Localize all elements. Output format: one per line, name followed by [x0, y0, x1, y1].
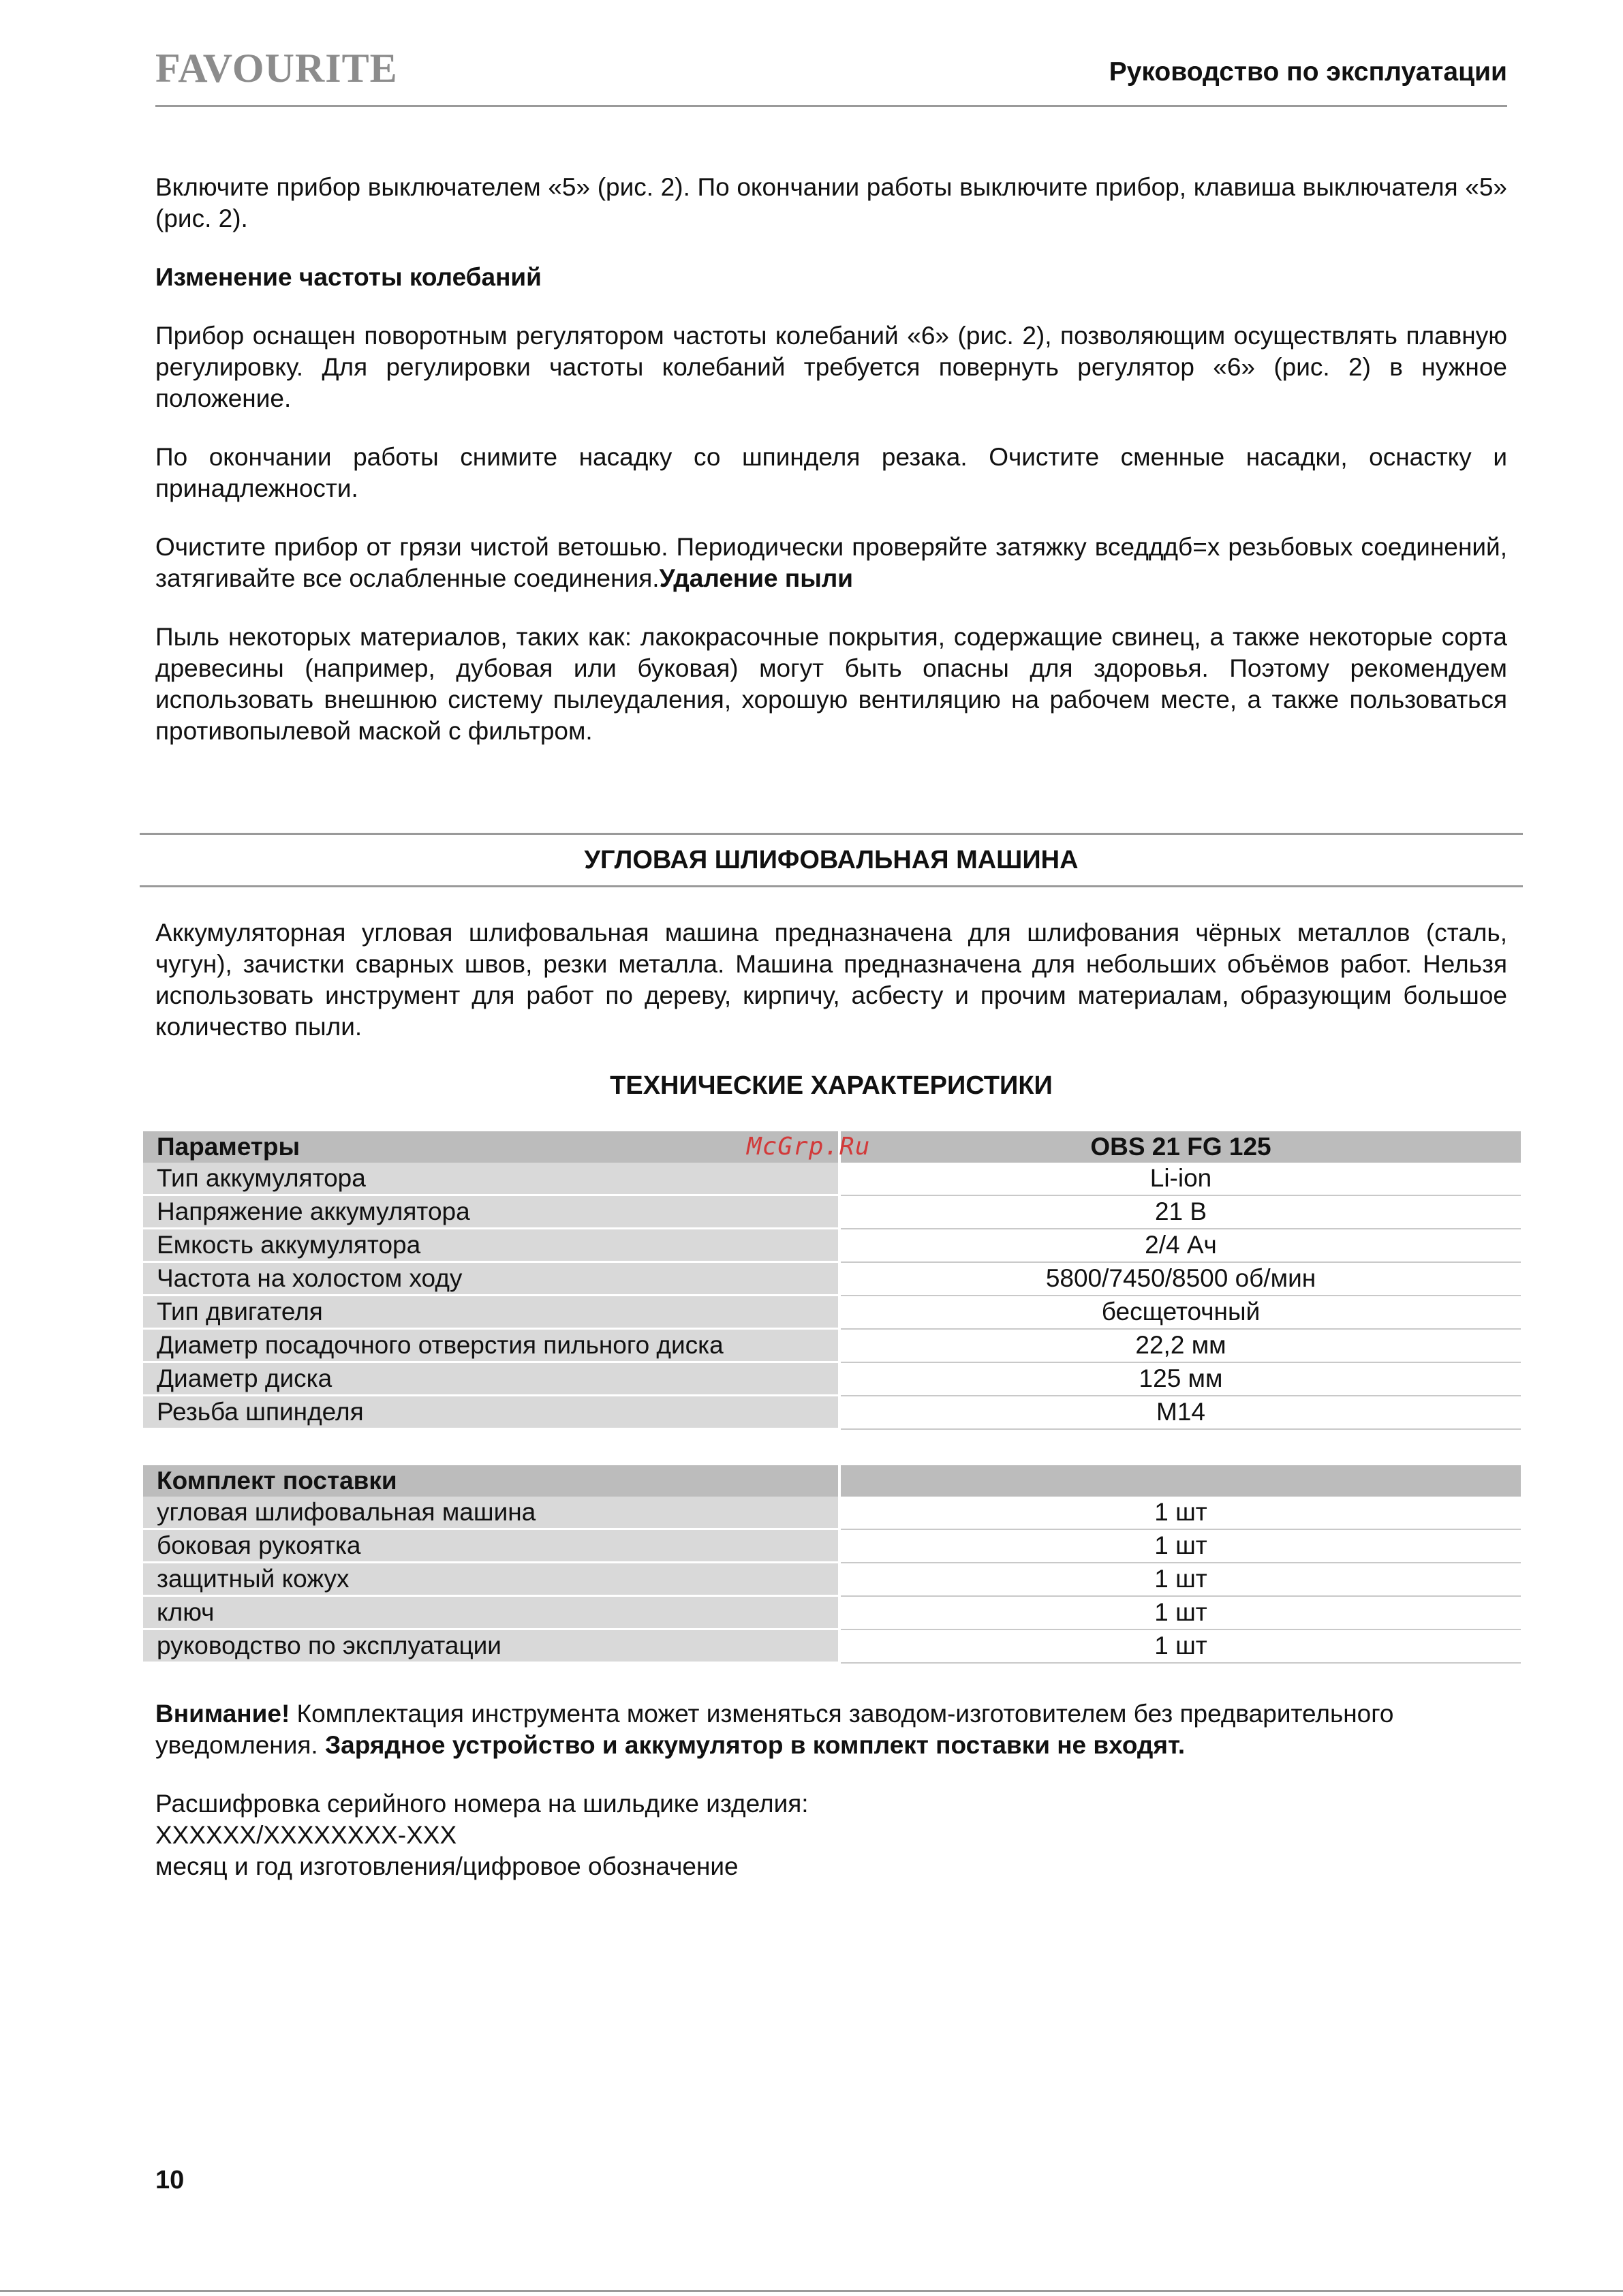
kit-header-empty	[839, 1465, 1521, 1497]
paragraph-cleaning	[155, 532, 1507, 594]
spec-param: Резьба шпинделя	[143, 1396, 839, 1429]
heading-dust: Удаление пыли	[659, 564, 854, 592]
table-row	[143, 1262, 1521, 1296]
spec-param: Напряжение аккумулятора	[143, 1195, 839, 1229]
kit-qty: 1 шт	[839, 1563, 1521, 1596]
kit-item: защитный кожух	[143, 1563, 839, 1596]
spec-param: Диаметр посадочного отверстия пильного диска	[143, 1329, 839, 1362]
bottom-divider	[0, 2290, 1623, 2292]
spec-value: М14	[839, 1396, 1521, 1429]
kit-qty: 1 шт	[839, 1596, 1521, 1629]
kit-item: руководство по эксплуатации	[143, 1629, 839, 1663]
notice-section	[155, 1698, 1507, 1882]
paragraph-finish: По окончании работы снимите насадку со шпинделя резака. Очистите сменные насадки, оснастку и принадлежности.	[155, 443, 1507, 502]
table-row	[143, 1529, 1521, 1563]
paragraph-frequency: Прибор оснащен поворотным регулятором частоты колебаний «6» (рис. 2), позволяющим осуществлять плавную регулировку. Для регулировки частоты колебаний требуется повернуть регулятор «6» (рис. 2) в нужное положение.	[155, 322, 1507, 412]
attention-text: Комплектация инструмента может изменяться заводом-изготовителем без предварительного уведомления.	[155, 1700, 1394, 1759]
spec-value: 125 мм	[839, 1362, 1521, 1396]
attention-bold: Зарядное устройство и аккумулятор в комплект поставки не входят.	[324, 1731, 1186, 1759]
spec-param: Диаметр диска	[143, 1362, 839, 1396]
tech-specs-title: ТЕХНИЧЕСКИЕ ХАРАКТЕРИСТИКИ	[610, 1071, 1053, 1100]
page-header	[155, 42, 1507, 107]
cleaning-text: Очистите прибор от грязи чистой ветошью. Периодически проверяйте затяжку вседддб=х резьбовых соединений, затягивайте все ослабленные соединения.	[155, 533, 1507, 592]
spec-param: Частота на холостом ходу	[143, 1262, 839, 1296]
kit-qty: 1 шт	[839, 1629, 1521, 1663]
serial-line-2: XXXXXX/XXXXXXXX-XXX	[155, 1821, 457, 1849]
specs-header-param-label: Параметры	[157, 1133, 300, 1161]
kit-header-row	[143, 1465, 1521, 1497]
spec-value: 22,2 мм	[839, 1329, 1521, 1362]
page-number: 10	[155, 2166, 185, 2194]
table-row	[143, 1296, 1521, 1329]
paragraph-switch: Включите прибор выключателем «5» (рис. 2). По окончании работы выключите прибор, клавиша выключателя «5» (рис. 2).	[155, 173, 1507, 232]
table-row	[143, 1163, 1521, 1195]
table-row	[143, 1229, 1521, 1262]
intro-section	[155, 172, 1507, 774]
specs-header-row	[143, 1131, 1521, 1163]
kit-header: Комплект поставки	[143, 1465, 839, 1497]
table-row	[143, 1563, 1521, 1596]
serial-info	[155, 1788, 1507, 1882]
spec-param: Тип двигателя	[143, 1296, 839, 1329]
paragraph-dust: Пыль некоторых материалов, таких как: лакокрасочные покрытия, содержащие свинец, а также некоторые сорта древесины (например, дубовая или буковая) могут быть опасны для здоровья. Поэтому рекомендуем использовать внешнюю систему пылеудаления, хорошую вентиляцию на рабочем месте, а также пользоваться противопылевой маской с фильтром.	[155, 623, 1507, 745]
kit-item: боковая рукоятка	[143, 1529, 839, 1563]
watermark-text: McGrp.Ru	[747, 1133, 871, 1161]
spec-param: Емкость аккумулятора	[143, 1229, 839, 1262]
spec-param: Тип аккумулятора	[143, 1163, 839, 1195]
heading-frequency: Изменение частоты колебаний	[155, 263, 542, 291]
brand-logo: FAVOURITE	[155, 46, 398, 91]
attention-label: Внимание!	[155, 1700, 290, 1728]
spec-value: бесщеточный	[839, 1296, 1521, 1329]
kit-qty: 1 шт	[839, 1529, 1521, 1563]
section-title-band	[140, 833, 1523, 887]
specs-table	[143, 1131, 1521, 1430]
serial-line-3: месяц и год изготовления/цифровое обозначение	[155, 1852, 739, 1880]
section-title: УГЛОВАЯ ШЛИФОВАЛЬНАЯ МАШИНА	[584, 846, 1079, 874]
spec-value: 2/4 Ач	[839, 1229, 1521, 1262]
table-row	[143, 1497, 1521, 1529]
specs-header-model: OBS 21 FG 125	[839, 1131, 1521, 1163]
spec-value: 5800/7450/8500 об/мин	[839, 1262, 1521, 1296]
table-row	[143, 1362, 1521, 1396]
table-row	[143, 1396, 1521, 1429]
kit-table	[143, 1465, 1521, 1664]
kit-item: угловая шлифовальная машина	[143, 1497, 839, 1529]
header-title: Руководство по эксплуатации	[1109, 57, 1507, 87]
table-row	[143, 1629, 1521, 1663]
serial-line-1: Расшифровка серийного номера на шильдике изделия:	[155, 1790, 809, 1818]
kit-item: ключ	[143, 1596, 839, 1629]
kit-qty: 1 шт	[839, 1497, 1521, 1529]
attention-paragraph	[155, 1698, 1507, 1761]
table-row	[143, 1329, 1521, 1362]
table-row	[143, 1195, 1521, 1229]
paragraph-description: Аккумуляторная угловая шлифовальная машина предназначена для шлифования чёрных металлов (сталь, чугун), зачистки сварных швов, резки металла. Машина предназначена для небольших объёмов работ. Нельзя использовать инструмент для работ по дереву, кирпичу, асбесту и прочим материалам, образующим большое количество пыли.	[155, 919, 1507, 1041]
description-section	[155, 917, 1507, 1101]
specs-header-param	[143, 1131, 871, 1163]
spec-value: 21 В	[839, 1195, 1521, 1229]
table-row	[143, 1596, 1521, 1629]
spec-value: Li-ion	[839, 1163, 1521, 1195]
